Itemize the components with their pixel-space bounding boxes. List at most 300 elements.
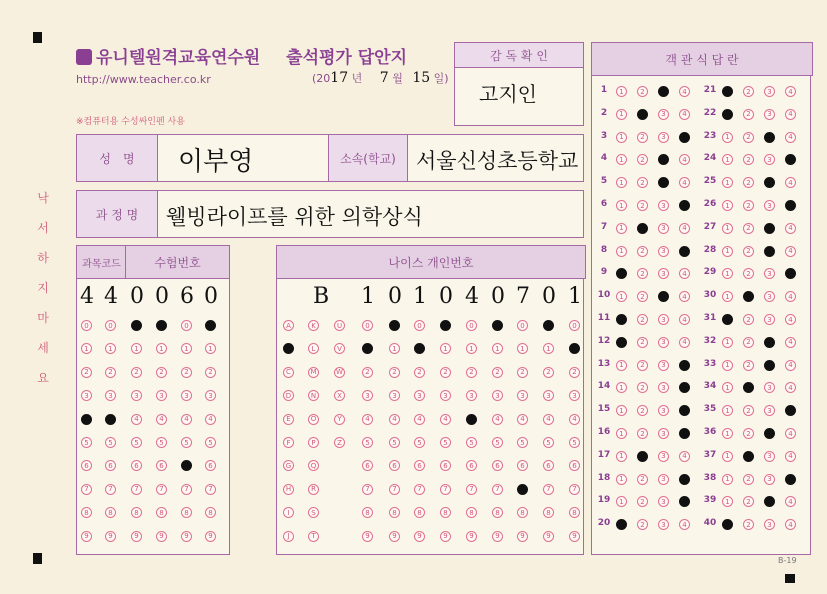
neis-bubble[interactable]: 2 <box>362 367 373 378</box>
answer-bubble[interactable]: 2 <box>637 268 648 279</box>
answer-bubble[interactable]: 4 <box>679 314 690 325</box>
answer-bubble[interactable]: 1 <box>616 177 627 188</box>
neis-bubble[interactable]: 2 <box>492 367 503 378</box>
answer-bubble[interactable]: 3 <box>764 246 775 257</box>
code-bubble[interactable]: 5 <box>81 437 92 448</box>
code-bubble[interactable]: 8 <box>81 507 92 518</box>
code-bubble[interactable]: 6 <box>81 460 92 471</box>
answer-bubble[interactable]: 3 <box>658 200 669 211</box>
letter-bubble[interactable]: W <box>334 367 345 378</box>
letter-bubble[interactable]: S <box>308 507 319 518</box>
code-bubble[interactable]: 9 <box>105 531 116 542</box>
answer-bubble[interactable]: 1 <box>722 337 733 348</box>
answer-bubble[interactable]: 4 <box>785 382 796 393</box>
answer-bubble[interactable]: 4 <box>785 132 796 143</box>
code-bubble[interactable]: 4 <box>131 414 142 425</box>
answer-bubble[interactable]: 3 <box>764 496 775 507</box>
answer-bubble[interactable]: 1 <box>616 291 627 302</box>
neis-bubble[interactable]: 7 <box>569 484 580 495</box>
code-bubble[interactable]: 9 <box>81 531 92 542</box>
answer-bubble[interactable]: 3 <box>658 519 669 530</box>
answer-bubble[interactable]: 3 <box>658 428 669 439</box>
letter-bubble[interactable]: L <box>308 343 319 354</box>
code-bubble[interactable]: 6 <box>205 460 216 471</box>
answer-bubble[interactable]: 2 <box>743 451 754 462</box>
neis-bubble[interactable]: 2 <box>389 367 400 378</box>
answer-bubble[interactable]: 2 <box>743 428 754 439</box>
neis-bubble[interactable]: 0 <box>569 320 580 331</box>
answer-bubble[interactable]: 3 <box>658 291 669 302</box>
answer-bubble[interactable]: 3 <box>764 86 775 97</box>
letter-bubble[interactable]: I <box>283 507 294 518</box>
answer-bubble[interactable]: 2 <box>637 314 648 325</box>
code-bubble[interactable]: 8 <box>205 507 216 518</box>
neis-bubble[interactable]: 8 <box>492 507 503 518</box>
neis-bubble[interactable]: 8 <box>466 507 477 518</box>
neis-bubble[interactable]: 6 <box>389 460 400 471</box>
answer-bubble[interactable]: 2 <box>637 360 648 371</box>
answer-bubble[interactable]: 4 <box>679 177 690 188</box>
neis-bubble[interactable]: 3 <box>362 390 373 401</box>
answer-bubble[interactable]: 3 <box>764 337 775 348</box>
answer-bubble[interactable]: 2 <box>637 223 648 234</box>
code-bubble[interactable]: 5 <box>205 437 216 448</box>
code-bubble[interactable]: 5 <box>105 437 116 448</box>
neis-bubble[interactable]: 7 <box>466 484 477 495</box>
neis-bubble[interactable]: 9 <box>414 531 425 542</box>
answer-bubble[interactable]: 3 <box>658 109 669 120</box>
answer-bubble[interactable]: 3 <box>658 314 669 325</box>
neis-bubble[interactable]: 4 <box>492 414 503 425</box>
answer-bubble[interactable]: 4 <box>785 474 796 485</box>
code-bubble[interactable]: 4 <box>156 414 167 425</box>
neis-bubble[interactable]: 4 <box>389 414 400 425</box>
neis-bubble[interactable]: 7 <box>389 484 400 495</box>
answer-bubble[interactable]: 3 <box>658 496 669 507</box>
answer-bubble[interactable]: 1 <box>722 86 733 97</box>
answer-bubble[interactable]: 4 <box>679 360 690 371</box>
neis-bubble[interactable]: 6 <box>492 460 503 471</box>
answer-bubble[interactable]: 3 <box>658 223 669 234</box>
answer-bubble[interactable]: 2 <box>637 337 648 348</box>
neis-bubble[interactable]: 5 <box>492 437 503 448</box>
neis-bubble[interactable]: 1 <box>414 343 425 354</box>
neis-bubble[interactable]: 0 <box>440 320 451 331</box>
answer-bubble[interactable]: 1 <box>722 268 733 279</box>
neis-bubble[interactable]: 4 <box>440 414 451 425</box>
neis-bubble[interactable]: 4 <box>466 414 477 425</box>
code-bubble[interactable]: 6 <box>131 460 142 471</box>
answer-bubble[interactable]: 1 <box>616 132 627 143</box>
answer-bubble[interactable]: 2 <box>743 109 754 120</box>
answer-bubble[interactable]: 2 <box>743 496 754 507</box>
code-bubble[interactable]: 4 <box>105 414 116 425</box>
answer-bubble[interactable]: 3 <box>658 360 669 371</box>
neis-bubble[interactable]: 9 <box>569 531 580 542</box>
neis-bubble[interactable]: 6 <box>440 460 451 471</box>
neis-bubble[interactable]: 3 <box>492 390 503 401</box>
answer-bubble[interactable]: 4 <box>785 451 796 462</box>
neis-bubble[interactable]: 1 <box>362 343 373 354</box>
answer-bubble[interactable]: 4 <box>785 291 796 302</box>
answer-bubble[interactable]: 4 <box>785 496 796 507</box>
answer-bubble[interactable]: 4 <box>679 451 690 462</box>
neis-bubble[interactable]: 0 <box>362 320 373 331</box>
neis-bubble[interactable]: 7 <box>362 484 373 495</box>
answer-bubble[interactable]: 1 <box>722 360 733 371</box>
letter-bubble[interactable]: O <box>308 414 319 425</box>
neis-bubble[interactable]: 0 <box>517 320 528 331</box>
answer-bubble[interactable]: 2 <box>743 474 754 485</box>
neis-bubble[interactable]: 1 <box>492 343 503 354</box>
answer-bubble[interactable]: 4 <box>679 268 690 279</box>
neis-bubble[interactable]: 6 <box>362 460 373 471</box>
neis-bubble[interactable]: 2 <box>466 367 477 378</box>
answer-bubble[interactable]: 2 <box>743 246 754 257</box>
answer-bubble[interactable]: 3 <box>658 268 669 279</box>
answer-bubble[interactable]: 2 <box>743 360 754 371</box>
answer-bubble[interactable]: 1 <box>616 337 627 348</box>
code-bubble[interactable]: 0 <box>105 320 116 331</box>
answer-bubble[interactable]: 2 <box>637 200 648 211</box>
answer-bubble[interactable]: 2 <box>637 382 648 393</box>
code-bubble[interactable]: 2 <box>205 367 216 378</box>
answer-bubble[interactable]: 1 <box>616 428 627 439</box>
neis-bubble[interactable]: 5 <box>466 437 477 448</box>
letter-bubble[interactable]: C <box>283 367 294 378</box>
answer-bubble[interactable]: 2 <box>637 519 648 530</box>
code-bubble[interactable]: 2 <box>81 367 92 378</box>
answer-bubble[interactable]: 1 <box>722 132 733 143</box>
neis-bubble[interactable]: 6 <box>569 460 580 471</box>
answer-bubble[interactable]: 4 <box>679 223 690 234</box>
answer-bubble[interactable]: 2 <box>637 291 648 302</box>
answer-bubble[interactable]: 2 <box>743 519 754 530</box>
neis-bubble[interactable]: 5 <box>543 437 554 448</box>
answer-bubble[interactable]: 4 <box>679 86 690 97</box>
neis-bubble[interactable]: 3 <box>466 390 477 401</box>
letter-bubble[interactable]: U <box>334 320 345 331</box>
code-bubble[interactable]: 7 <box>156 484 167 495</box>
answer-bubble[interactable]: 2 <box>637 474 648 485</box>
letter-bubble[interactable]: J <box>283 531 294 542</box>
code-bubble[interactable]: 3 <box>81 390 92 401</box>
code-bubble[interactable]: 9 <box>156 531 167 542</box>
answer-bubble[interactable]: 1 <box>616 109 627 120</box>
neis-bubble[interactable]: 6 <box>414 460 425 471</box>
answer-bubble[interactable]: 4 <box>785 200 796 211</box>
answer-bubble[interactable]: 1 <box>722 496 733 507</box>
answer-bubble[interactable]: 2 <box>637 86 648 97</box>
answer-bubble[interactable]: 1 <box>616 314 627 325</box>
code-bubble[interactable]: 2 <box>181 367 192 378</box>
answer-bubble[interactable]: 2 <box>637 154 648 165</box>
code-bubble[interactable]: 8 <box>181 507 192 518</box>
neis-bubble[interactable]: 2 <box>569 367 580 378</box>
neis-bubble[interactable]: 5 <box>362 437 373 448</box>
answer-bubble[interactable]: 1 <box>722 474 733 485</box>
code-bubble[interactable]: 6 <box>105 460 116 471</box>
neis-bubble[interactable]: 1 <box>517 343 528 354</box>
letter-bubble[interactable]: B <box>283 343 294 354</box>
answer-bubble[interactable]: 1 <box>616 246 627 257</box>
answer-bubble[interactable]: 2 <box>743 177 754 188</box>
answer-bubble[interactable]: 4 <box>679 109 690 120</box>
code-bubble[interactable]: 6 <box>156 460 167 471</box>
answer-bubble[interactable]: 3 <box>658 474 669 485</box>
answer-bubble[interactable]: 2 <box>743 86 754 97</box>
answer-bubble[interactable]: 3 <box>764 200 775 211</box>
neis-bubble[interactable]: 3 <box>414 390 425 401</box>
code-bubble[interactable]: 8 <box>105 507 116 518</box>
neis-bubble[interactable]: 9 <box>389 531 400 542</box>
letter-bubble[interactable]: E <box>283 414 294 425</box>
code-bubble[interactable]: 4 <box>81 414 92 425</box>
code-bubble[interactable]: 2 <box>131 367 142 378</box>
answer-bubble[interactable]: 1 <box>616 268 627 279</box>
code-bubble[interactable]: 8 <box>131 507 142 518</box>
answer-bubble[interactable]: 3 <box>764 519 775 530</box>
letter-bubble[interactable]: A <box>283 320 294 331</box>
answer-bubble[interactable]: 1 <box>616 382 627 393</box>
letter-bubble[interactable]: P <box>308 437 319 448</box>
neis-bubble[interactable]: 1 <box>543 343 554 354</box>
neis-bubble[interactable]: 8 <box>517 507 528 518</box>
neis-bubble[interactable]: 3 <box>543 390 554 401</box>
answer-bubble[interactable]: 3 <box>658 86 669 97</box>
answer-bubble[interactable]: 3 <box>764 428 775 439</box>
neis-bubble[interactable]: 0 <box>414 320 425 331</box>
neis-bubble[interactable]: 9 <box>440 531 451 542</box>
neis-bubble[interactable]: 3 <box>517 390 528 401</box>
letter-bubble[interactable]: Z <box>334 437 345 448</box>
answer-bubble[interactable]: 1 <box>722 405 733 416</box>
neis-bubble[interactable]: 6 <box>517 460 528 471</box>
letter-bubble[interactable]: D <box>283 390 294 401</box>
code-bubble[interactable]: 1 <box>205 343 216 354</box>
answer-bubble[interactable]: 1 <box>616 86 627 97</box>
neis-bubble[interactable]: 5 <box>389 437 400 448</box>
letter-bubble[interactable]: V <box>334 343 345 354</box>
neis-bubble[interactable]: 5 <box>414 437 425 448</box>
answer-bubble[interactable]: 1 <box>616 154 627 165</box>
neis-bubble[interactable]: 0 <box>466 320 477 331</box>
neis-bubble[interactable]: 7 <box>440 484 451 495</box>
answer-bubble[interactable]: 1 <box>616 200 627 211</box>
code-bubble[interactable]: 5 <box>131 437 142 448</box>
neis-bubble[interactable]: 8 <box>414 507 425 518</box>
answer-bubble[interactable]: 2 <box>637 246 648 257</box>
answer-bubble[interactable]: 1 <box>722 177 733 188</box>
code-bubble[interactable]: 1 <box>181 343 192 354</box>
neis-bubble[interactable]: 9 <box>466 531 477 542</box>
letter-bubble[interactable]: M <box>308 367 319 378</box>
answer-bubble[interactable]: 4 <box>785 177 796 188</box>
answer-bubble[interactable]: 1 <box>722 382 733 393</box>
letter-bubble[interactable]: R <box>308 484 319 495</box>
answer-bubble[interactable]: 2 <box>743 314 754 325</box>
answer-bubble[interactable]: 3 <box>658 154 669 165</box>
answer-bubble[interactable]: 4 <box>679 519 690 530</box>
neis-bubble[interactable]: 7 <box>543 484 554 495</box>
neis-bubble[interactable]: 4 <box>362 414 373 425</box>
neis-bubble[interactable]: 8 <box>569 507 580 518</box>
answer-bubble[interactable]: 3 <box>764 132 775 143</box>
answer-bubble[interactable]: 3 <box>764 360 775 371</box>
code-bubble[interactable]: 1 <box>81 343 92 354</box>
answer-bubble[interactable]: 4 <box>679 154 690 165</box>
answer-bubble[interactable]: 4 <box>679 132 690 143</box>
answer-bubble[interactable]: 4 <box>679 496 690 507</box>
neis-bubble[interactable]: 0 <box>389 320 400 331</box>
neis-bubble[interactable]: 8 <box>389 507 400 518</box>
answer-bubble[interactable]: 4 <box>785 154 796 165</box>
neis-bubble[interactable]: 5 <box>569 437 580 448</box>
answer-bubble[interactable]: 4 <box>785 519 796 530</box>
code-bubble[interactable]: 1 <box>131 343 142 354</box>
neis-bubble[interactable]: 4 <box>414 414 425 425</box>
answer-bubble[interactable]: 2 <box>743 132 754 143</box>
answer-bubble[interactable]: 2 <box>637 496 648 507</box>
answer-bubble[interactable]: 1 <box>616 474 627 485</box>
answer-bubble[interactable]: 1 <box>722 451 733 462</box>
answer-bubble[interactable]: 1 <box>722 314 733 325</box>
answer-bubble[interactable]: 2 <box>637 177 648 188</box>
neis-bubble[interactable]: 5 <box>440 437 451 448</box>
answer-bubble[interactable]: 2 <box>743 405 754 416</box>
answer-bubble[interactable]: 1 <box>722 246 733 257</box>
answer-bubble[interactable]: 3 <box>764 109 775 120</box>
answer-bubble[interactable]: 1 <box>722 291 733 302</box>
answer-bubble[interactable]: 1 <box>616 496 627 507</box>
code-bubble[interactable]: 5 <box>156 437 167 448</box>
answer-bubble[interactable]: 2 <box>743 223 754 234</box>
neis-bubble[interactable]: 9 <box>492 531 503 542</box>
code-bubble[interactable]: 3 <box>156 390 167 401</box>
neis-bubble[interactable]: 8 <box>543 507 554 518</box>
answer-bubble[interactable]: 3 <box>764 268 775 279</box>
code-bubble[interactable]: 0 <box>131 320 142 331</box>
answer-bubble[interactable]: 1 <box>616 519 627 530</box>
neis-bubble[interactable]: 8 <box>440 507 451 518</box>
neis-bubble[interactable]: 9 <box>543 531 554 542</box>
answer-bubble[interactable]: 2 <box>743 154 754 165</box>
neis-bubble[interactable]: 9 <box>362 531 373 542</box>
answer-bubble[interactable]: 3 <box>764 474 775 485</box>
answer-bubble[interactable]: 2 <box>637 132 648 143</box>
answer-bubble[interactable]: 2 <box>743 382 754 393</box>
neis-bubble[interactable]: 6 <box>543 460 554 471</box>
neis-bubble[interactable]: 5 <box>517 437 528 448</box>
code-bubble[interactable]: 4 <box>181 414 192 425</box>
code-bubble[interactable]: 1 <box>156 343 167 354</box>
answer-bubble[interactable]: 1 <box>722 109 733 120</box>
code-bubble[interactable]: 6 <box>181 460 192 471</box>
answer-bubble[interactable]: 4 <box>679 405 690 416</box>
letter-bubble[interactable]: K <box>308 320 319 331</box>
code-bubble[interactable]: 2 <box>156 367 167 378</box>
answer-bubble[interactable]: 3 <box>658 246 669 257</box>
neis-bubble[interactable]: 3 <box>389 390 400 401</box>
code-bubble[interactable]: 9 <box>181 531 192 542</box>
answer-bubble[interactable]: 3 <box>658 405 669 416</box>
answer-bubble[interactable]: 3 <box>764 177 775 188</box>
letter-bubble[interactable]: T <box>308 531 319 542</box>
letter-bubble[interactable]: Q <box>308 460 319 471</box>
answer-bubble[interactable]: 3 <box>658 382 669 393</box>
answer-bubble[interactable]: 4 <box>785 109 796 120</box>
letter-bubble[interactable]: X <box>334 390 345 401</box>
code-bubble[interactable]: 9 <box>131 531 142 542</box>
neis-bubble[interactable]: 3 <box>440 390 451 401</box>
code-bubble[interactable]: 3 <box>105 390 116 401</box>
code-bubble[interactable]: 3 <box>131 390 142 401</box>
neis-bubble[interactable]: 3 <box>569 390 580 401</box>
answer-bubble[interactable]: 4 <box>785 223 796 234</box>
answer-bubble[interactable]: 1 <box>616 451 627 462</box>
letter-bubble[interactable]: Y <box>334 414 345 425</box>
neis-bubble[interactable]: 6 <box>466 460 477 471</box>
answer-bubble[interactable]: 4 <box>679 200 690 211</box>
answer-bubble[interactable]: 4 <box>679 246 690 257</box>
code-bubble[interactable]: 7 <box>205 484 216 495</box>
answer-bubble[interactable]: 3 <box>658 177 669 188</box>
neis-bubble[interactable]: 9 <box>517 531 528 542</box>
code-bubble[interactable]: 5 <box>181 437 192 448</box>
answer-bubble[interactable]: 4 <box>785 268 796 279</box>
letter-bubble[interactable]: N <box>308 390 319 401</box>
letter-bubble[interactable]: H <box>283 484 294 495</box>
code-bubble[interactable]: 7 <box>81 484 92 495</box>
answer-bubble[interactable]: 3 <box>764 223 775 234</box>
answer-bubble[interactable]: 1 <box>722 428 733 439</box>
answer-bubble[interactable]: 2 <box>637 451 648 462</box>
code-bubble[interactable]: 3 <box>181 390 192 401</box>
code-bubble[interactable]: 7 <box>105 484 116 495</box>
answer-bubble[interactable]: 3 <box>764 451 775 462</box>
code-bubble[interactable]: 7 <box>181 484 192 495</box>
answer-bubble[interactable]: 2 <box>743 291 754 302</box>
neis-bubble[interactable]: 2 <box>440 367 451 378</box>
neis-bubble[interactable]: 0 <box>543 320 554 331</box>
answer-bubble[interactable]: 3 <box>764 291 775 302</box>
neis-bubble[interactable]: 7 <box>414 484 425 495</box>
answer-bubble[interactable]: 3 <box>658 451 669 462</box>
answer-bubble[interactable]: 2 <box>637 405 648 416</box>
neis-bubble[interactable]: 7 <box>492 484 503 495</box>
code-bubble[interactable]: 0 <box>205 320 216 331</box>
answer-bubble[interactable]: 2 <box>637 428 648 439</box>
answer-bubble[interactable]: 4 <box>679 428 690 439</box>
neis-bubble[interactable]: 2 <box>414 367 425 378</box>
answer-bubble[interactable]: 3 <box>764 154 775 165</box>
answer-bubble[interactable]: 4 <box>785 405 796 416</box>
neis-bubble[interactable]: 4 <box>569 414 580 425</box>
answer-bubble[interactable]: 4 <box>679 382 690 393</box>
code-bubble[interactable]: 0 <box>81 320 92 331</box>
code-bubble[interactable]: 1 <box>105 343 116 354</box>
neis-bubble[interactable]: 4 <box>543 414 554 425</box>
answer-bubble[interactable]: 4 <box>785 337 796 348</box>
code-bubble[interactable]: 9 <box>205 531 216 542</box>
answer-bubble[interactable]: 4 <box>785 86 796 97</box>
answer-bubble[interactable]: 3 <box>764 314 775 325</box>
neis-bubble[interactable]: 0 <box>492 320 503 331</box>
answer-bubble[interactable]: 3 <box>764 382 775 393</box>
code-bubble[interactable]: 4 <box>205 414 216 425</box>
answer-bubble[interactable]: 3 <box>658 132 669 143</box>
answer-bubble[interactable]: 1 <box>616 223 627 234</box>
